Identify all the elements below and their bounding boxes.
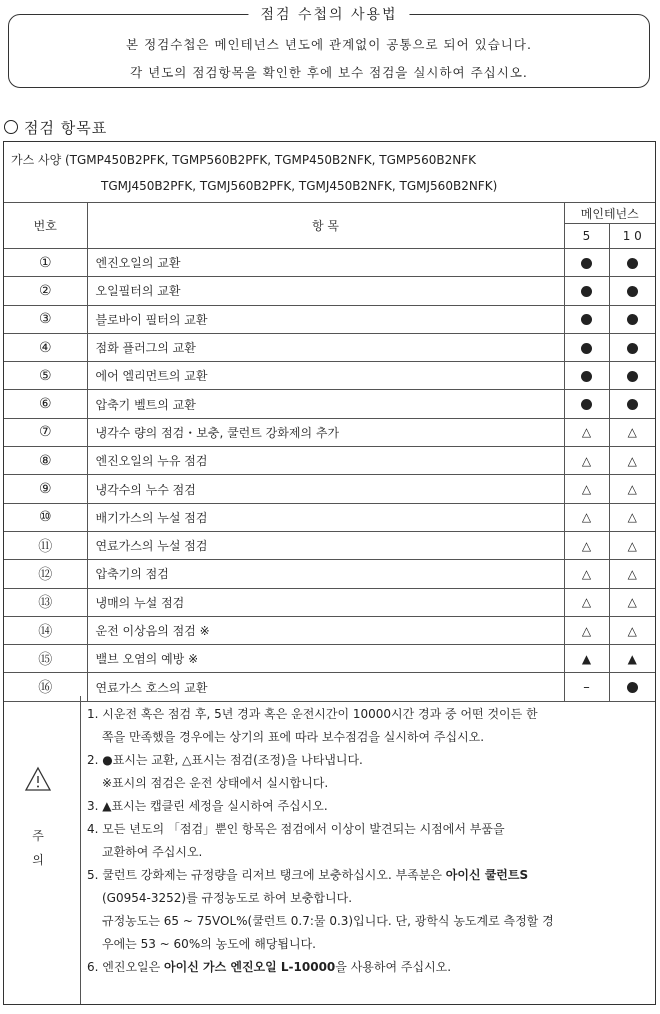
note-4a: 4. 모든 년도의 「점검」뿐인 항목은 점검에서 이상이 발견되는 시점에서 부품을 [87,822,505,836]
inspect-triangle-icon: △ [581,595,592,610]
row-item: 블로바이 필터의 교환 [87,305,564,333]
row-number [4,390,87,418]
notes-lines [87,703,652,979]
note-6-text: 6. 엔진오일은 [87,960,165,974]
row-number [4,447,87,475]
inspect-triangle-icon: △ [627,623,637,638]
row-item: 연료가스의 누설 점검 [87,531,564,559]
mark-year-5 [564,503,609,531]
gas-spec-line-2: TGMJ450B2PFK, TGMJ560B2PFK, TGMJ450B2NFK, TGMJ560B2NFK) [101,179,498,193]
mark-year-10 [609,645,655,673]
table-row [4,588,655,616]
mark-year-5 [564,616,609,644]
note-6-tail: 을 사용하여 주십시오. [335,960,452,974]
caution-notes [4,696,655,1004]
inspect-triangle-icon: △ [581,538,592,553]
mark-year-10 [609,588,655,616]
mark-year-5 [564,305,609,333]
mark-year-10 [609,475,655,503]
usage-box [8,7,650,88]
table-row [4,531,655,559]
note-5b: (G0954-3252)를 규정농도로 하여 보충합니다. [102,891,353,905]
mark-year-5 [564,390,609,418]
row-number-text: ② [38,282,52,299]
mark-year-10 [609,418,655,446]
table-row [4,249,655,277]
note-2a: 2. ●표시는 교환, △표시는 점검(조정)을 나타냅니다. [87,753,363,767]
replace-dot-icon [627,399,638,410]
mark-year-10 [609,362,655,390]
row-number [4,249,87,277]
table-row [4,560,655,588]
row-number-text: ① [38,254,52,271]
row-number-text: ⑫ [38,566,53,583]
row-item: 오일필터의 교환 [87,277,564,305]
mark-year-10 [609,560,655,588]
replace-dot-icon [627,286,638,297]
clean-triangle-icon: ▲ [581,651,592,666]
replace-dot-icon [627,371,638,382]
row-item: 엔진오일의 교환 [87,249,564,277]
mark-year-5 [564,645,609,673]
mark-year-10 [609,277,655,305]
inspect-triangle-icon: △ [627,425,637,440]
mark-year-5 [564,531,609,559]
usage-title: 점검 수첩의 사용법 [248,4,409,24]
row-item: 냉각수의 누수 점검 [87,475,564,503]
replace-dot-icon [581,314,592,325]
row-item: 연료가스 호스의 교환 [87,673,564,701]
row-number-text: ④ [38,339,52,356]
mark-year-10 [609,249,655,277]
gas-spec-line-1: 가스 사양 (TGMP450B2PFK, TGMP560B2PFK, TGMP450B2NFK, TGMP560B2NFK [11,153,477,167]
warning-icon [24,766,52,792]
mark-year-5 [564,588,609,616]
row-item: 운전 이상음의 점검 ※ [87,616,564,644]
replace-dot-icon [581,286,592,297]
replace-dot-icon [581,371,592,382]
note-4b: 교환하여 주십시오. [102,845,203,859]
row-number [4,531,87,559]
row-number-text: ⑪ [38,538,53,555]
none-dash: – [583,679,590,695]
inspect-triangle-icon: △ [581,566,592,581]
row-number-text: ⑮ [38,651,53,668]
row-item: 점화 플러그의 교환 [87,333,564,361]
table-row [4,362,655,390]
row-number [4,475,87,503]
inspect-triangle-icon: △ [581,425,592,440]
inspect-triangle-icon: △ [627,595,637,610]
mark-year-5 [564,333,609,361]
row-number-text: ⑥ [38,396,52,413]
inspect-triangle-icon: △ [627,482,637,497]
row-number-text: ⑧ [38,452,52,469]
inspect-triangle-icon: △ [581,623,592,638]
row-number [4,418,87,446]
mark-year-5 [564,447,609,475]
row-item: 냉매의 누설 점검 [87,588,564,616]
row-item: 밸브 오염의 예방 ※ [87,645,564,673]
inspect-triangle-icon: △ [627,566,637,581]
row-number-text: ⑩ [38,509,52,526]
caution-label [28,824,48,872]
note-1b: 쪽을 만족했을 경우에는 상기의 표에 따라 보수점검을 실시하여 주십시오. [102,730,485,744]
mark-year-10 [609,447,655,475]
caution-char-1: 주 [32,829,44,843]
replace-dot-icon [627,343,638,354]
inspect-triangle-icon: △ [581,453,592,468]
clean-triangle-icon: ▲ [627,651,637,666]
note-5a [87,864,652,887]
header-no: 번호 [4,203,87,249]
replace-dot-icon [627,682,638,693]
table-row [4,475,655,503]
mark-year-5 [564,362,609,390]
inspection-table [4,202,655,702]
mark-year-5 [564,560,609,588]
mark-year-10 [609,531,655,559]
usage-line-2: 각 년도의 점검항목을 확인한 후에 보수 점검을 실시하여 주십시오. [130,65,528,80]
row-number [4,277,87,305]
inspect-triangle-icon: △ [627,538,637,553]
replace-dot-icon [581,343,592,354]
table-row [4,305,655,333]
replace-dot-icon [581,258,592,269]
mark-year-10 [609,390,655,418]
inspection-sheet [3,141,656,1005]
row-number [4,560,87,588]
note-5c: 규정농도는 65 ~ 75VOL%(쿨런트 0.7:물 0.3)입니다. 단, 광학식 농도계로 측정할 경 [102,914,554,928]
circle-bullet-icon [4,120,18,134]
mark-year-5 [564,475,609,503]
note-5a-text: 5. 쿨런트 강화제는 규정량을 리저브 탱크에 보충하십시오. 부족분은 [87,868,446,882]
row-number-text: ⑨ [38,481,52,498]
row-number-text: ⑬ [38,595,53,612]
inspect-triangle-icon: △ [627,453,637,468]
mark-year-5 [564,418,609,446]
gas-spec [4,142,655,203]
inspect-triangle-icon: △ [581,482,592,497]
note-1a: 1. 시운전 혹은 점검 후, 5년 경과 혹은 운전시간이 10000시간 경과 중 어떤 것이든 한 [87,707,538,721]
row-item: 에어 엘리먼트의 교환 [87,362,564,390]
table-row [4,390,655,418]
row-number-text: ⑦ [38,424,52,441]
table-row [4,418,655,446]
note-5a-product: 아이신 쿨런트S [445,868,529,882]
note-6-product: 아이신 가스 엔진오일 L-10000 [164,960,336,974]
section-title [4,117,107,138]
mark-year-10 [609,333,655,361]
mark-year-10 [609,616,655,644]
note-5d: 우에는 53 ~ 60%의 농도에 해당됩니다. [102,937,316,951]
row-item: 냉각수 량의 점검・보충, 쿨런트 강화제의 추가 [87,418,564,446]
row-number [4,333,87,361]
row-item: 압축기 벨트의 교환 [87,390,564,418]
note-2b: ※표시의 점검은 운전 상태에서 실시합니다. [102,776,329,790]
replace-dot-icon [627,314,638,325]
table-row [4,277,655,305]
header-year-5: 5 [564,224,609,249]
row-number-text: ③ [38,311,52,328]
header-maintenance: 메인테넌스 [564,203,655,224]
mark-year-10 [609,503,655,531]
note-3: 3. ▲표시는 캡클린 세정을 실시하여 주십시오. [87,799,328,813]
mark-year-5 [564,277,609,305]
inspect-triangle-icon: △ [627,510,637,525]
row-item: 압축기의 점검 [87,560,564,588]
note-6 [87,956,652,979]
row-number-text: ⑤ [38,367,52,384]
header-item: 항 목 [87,203,564,249]
row-number [4,362,87,390]
row-number [4,588,87,616]
table-row [4,645,655,673]
replace-dot-icon [627,258,638,269]
replace-dot-icon [581,399,592,410]
usage-line-1: 본 정검수첩은 메인테넌스 년도에 관계없이 공통으로 되어 있습니다. [126,37,532,52]
table-row [4,447,655,475]
mark-year-10 [609,305,655,333]
table-row [4,616,655,644]
row-number [4,616,87,644]
row-item: 엔진오일의 누유 점검 [87,447,564,475]
row-number-text: ⑯ [38,680,53,697]
row-number [4,645,87,673]
row-number [4,305,87,333]
section-title-text: 점검 항목표 [24,119,108,137]
notes-divider [80,696,81,1004]
mark-year-5 [564,249,609,277]
inspect-triangle-icon: △ [581,510,592,525]
row-item: 배기가스의 누설 점검 [87,503,564,531]
row-number-text: ⑭ [38,623,53,640]
header-year-10: 1 0 [609,224,655,249]
table-row [4,333,655,361]
table-row [4,503,655,531]
caution-char-2: 의 [32,853,44,867]
row-number [4,503,87,531]
